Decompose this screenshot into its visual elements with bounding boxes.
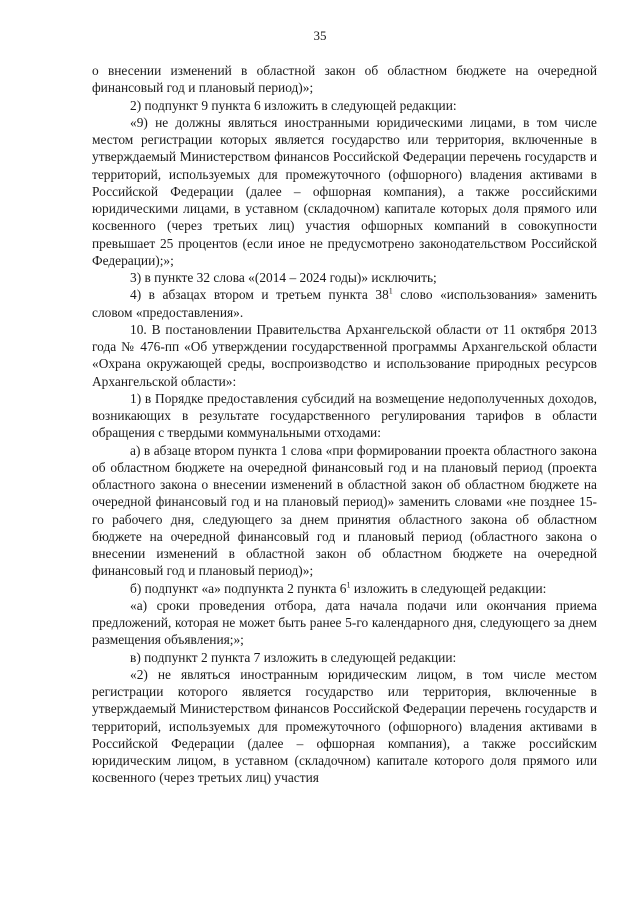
superscript-marker: 1 [388,286,393,296]
paragraph-text: в) подпункт 2 пункта 7 изложить в следующей редакции: [130,649,457,665]
paragraph-text: а) в абзаце втором пункта 1 слова «при формировании проекта областного закона об областном бюджете на очередной финансовый год и на плановый период (проекта областного закона о внесении изменений в областной закон об областном бюджете на очередной финансовый год и на плановый период)» заменить словами «не позднее 15-го рабочего дня, следующего за днем принятия областного закона об областном бюджете на очередной финансовый год и плановый период (областного закона о внесении изменений в областной закон об областном бюджете на очередной финансовый год и плановый период)»; [92,442,597,579]
paragraph-text: «9) не должны являться иностранными юридическими лицами, в том числе местом регистрации которых является государство или территория, включенные в утверждаемый Министерством финансов Российской Федерации перечень государств и территорий, используемых для промежуточного (офшорного) владения активами в Российской Федерации (далее – офшорная компания), а также российскими юридическими лицами, в уставном (складочном) капитале которых доля прямого или косвенного (через третьих лиц) участия офшорных компаний в совокупности превышает 25 процентов (если иное не предусмотрено законодательством Российской Федерации);»; [92,114,597,268]
paragraph-text: 2) подпункт 9 пункта 6 изложить в следующей редакции: [130,97,457,113]
paragraph-text: 3) в пункте 32 слова «(2014 – 2024 годы)» исключить; [130,270,437,285]
paragraph [92,62,597,97]
paragraph [92,286,597,321]
paragraph [92,580,597,597]
paragraph [92,114,597,269]
paragraph [92,649,597,666]
paragraph-text: 10. В постановлении Правительства Архангельской области от 11 октября 2013 года № 476-пп «Об утверждении государственной программы Архангельской области «Охрана окружающей среды, воспроизводство и использование природных ресурсов Архангельской области»: [92,321,597,389]
paragraph-text: изложить в следующей редакции: [350,580,547,596]
paragraph [92,390,597,442]
paragraph [92,269,597,286]
paragraph-text: «а) сроки проведения отбора, дата начала подачи или окончания приема предложений, которая не может быть ранее 5-го календарного дня, следующего за днем размещения объявления;»; [92,597,597,648]
paragraph-text: 1) в Порядке предоставления субсидий на возмещение недополученных доходов, возникающих в результате государственного регулирования тарифов в области обращения с твердыми коммунальными отходами: [92,390,597,441]
superscript-marker: 1 [346,580,351,590]
paragraph-text: 4) в абзацах втором и третьем пункта 38 [130,287,389,303]
paragraph-text: о внесении изменений в областной закон об областном бюджете на очередной финансовый год и плановый период)»; [92,63,597,96]
paragraph [92,321,597,390]
document-body [92,62,597,787]
paragraph-text: слово «использования» заменить словом «предоставления». [92,287,597,320]
paragraph-text: б) подпункт «а» подпункта 2 пункта 6 [130,580,347,596]
page-number: 35 [313,28,327,43]
paragraph-text: «2) не являться иностранным юридическим лицом, в том числе местом регистрации которого является государство или территория, включенные в утверждаемый Министерством финансов Российской Федерации перечень государств и территорий, используемых для промежуточного (офшорного) владения активами в Российской Федерации (далее – офшорная компания), а также российским юридическим лицом, в уставном (складочном) капитале которого доля прямого или косвенного (через третьих лиц) участия [92,666,597,786]
paragraph [92,597,597,649]
paragraph [92,97,597,114]
paragraph [92,666,597,787]
paragraph [92,442,597,580]
